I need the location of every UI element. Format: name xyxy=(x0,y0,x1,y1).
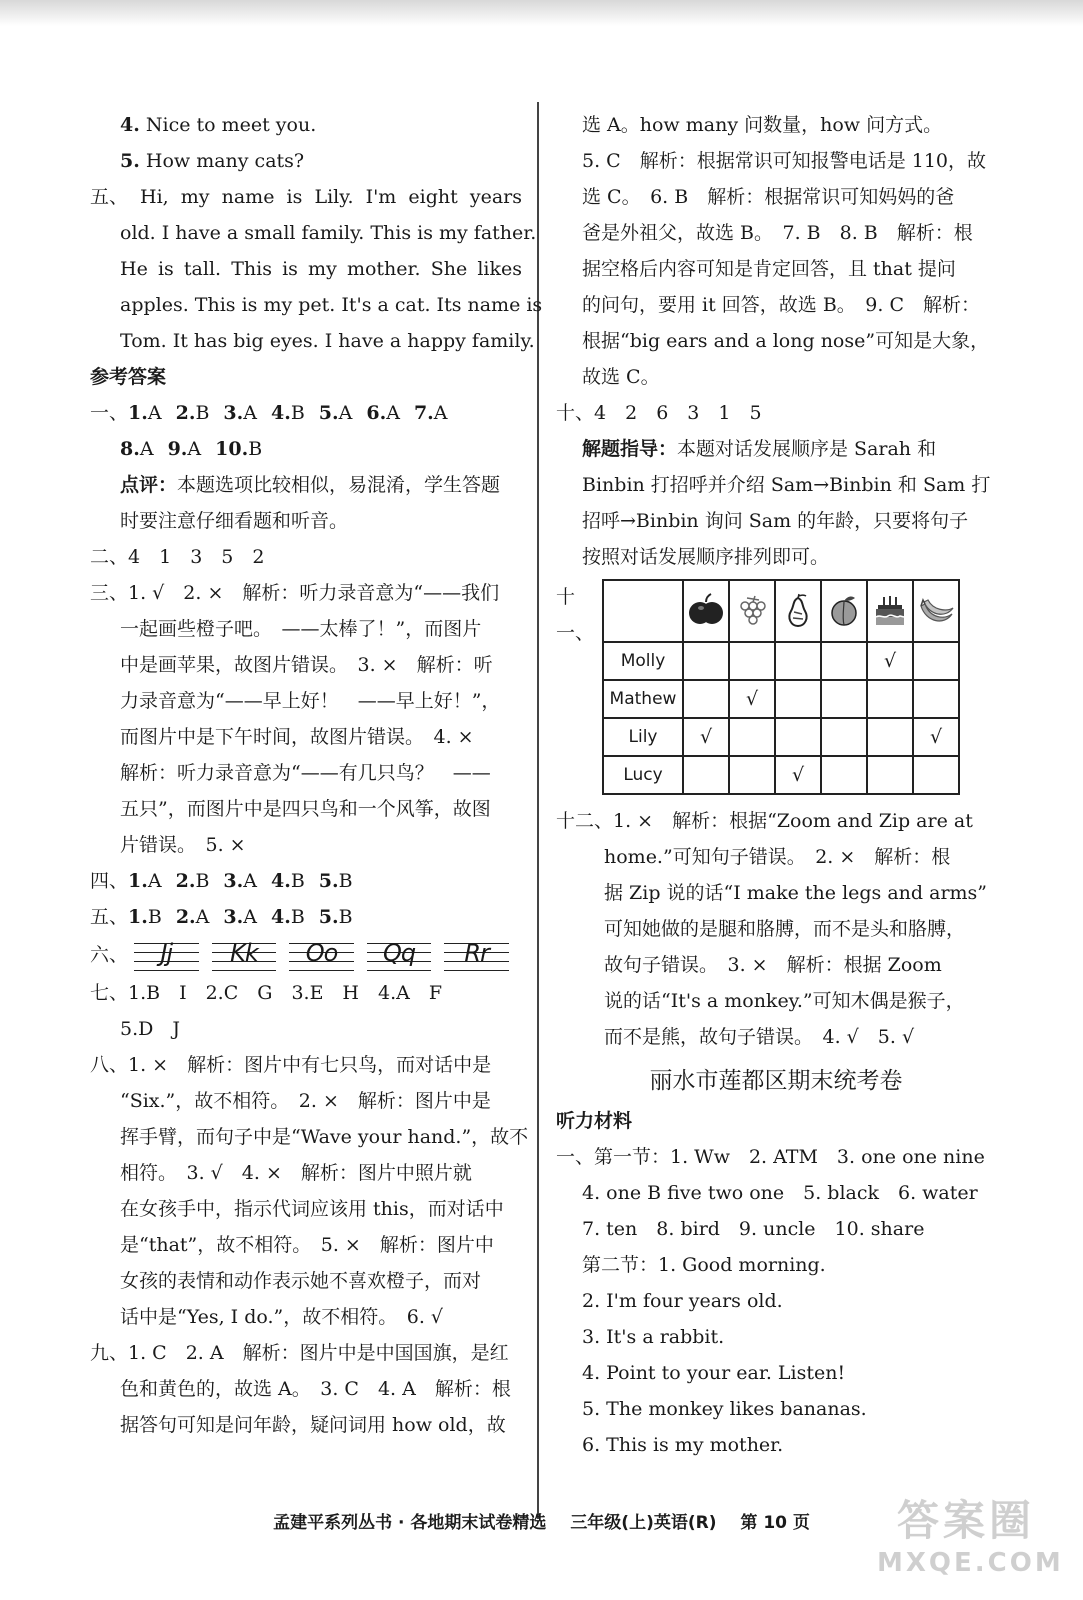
ans12-line: home.”可知句子错误。 2. × 解析：根 xyxy=(604,846,951,868)
ans6-letters-row: 六、 Jj Kk Oo Qq Rr xyxy=(90,935,522,975)
handwriting-box: Jj xyxy=(134,938,199,972)
row-name: Lily xyxy=(603,718,683,756)
ans7-line-2: 5.D J xyxy=(120,1018,180,1040)
watermark-bottom-text: MXQE.COM xyxy=(877,1548,1064,1578)
ans8-line: 八、1. × 解析：图片中有七只鸟，而对话中是 xyxy=(90,1054,492,1076)
ans9-cont-line: 选 A。how many 问数量，how 问方式。 xyxy=(582,114,943,136)
table-cell: √ xyxy=(775,756,821,794)
ans9-cont-line: 据空格后内容可知是肯定回答，且 that 提问 xyxy=(582,258,956,280)
listen1-line: 7. ten 8. bird 9. uncle 10. share xyxy=(582,1218,925,1240)
listen2-line: 2. I'm four years old. xyxy=(582,1290,783,1312)
ans3-line: 一起画些橙子吧。 ——太棒了！”，而图片 xyxy=(120,618,482,640)
ans12-line: 说的话“It's a monkey.”可知木偶是猴子， xyxy=(604,990,965,1012)
ans7-line-1: 七、1.B I 2.C G 3.E H 4.A F xyxy=(90,982,443,1004)
table-cell xyxy=(867,680,913,718)
table-cell xyxy=(775,718,821,756)
handwriting-box: Qq xyxy=(367,938,432,972)
ans11-block xyxy=(556,579,996,795)
listen2-line: 4. Point to your ear. Listen! xyxy=(582,1362,846,1384)
watermark-logo xyxy=(877,1488,1064,1588)
banana-icon xyxy=(916,592,956,630)
listen2-line: 5. The monkey likes bananas. xyxy=(582,1398,867,1420)
ans10-guide-line: Binbin 打招呼并介绍 Sam→Binbin 和 Sam 打 xyxy=(582,474,991,496)
table-cell: √ xyxy=(913,718,959,756)
ans10-guide-line: 解题指导：本题对话发展顺序是 Sarah 和 xyxy=(582,438,937,460)
ans10-line: 十、4 2 6 3 1 5 xyxy=(556,402,762,424)
ans12-line: 故句子错误。 3. × 解析：根据 Zoom xyxy=(604,954,942,976)
ans9-cont-line: 5. C 解析：根据常识可知报警电话是 110，故 xyxy=(582,150,987,172)
ans3-line: 解析：听力录音意为“——有几只鸟？ —— xyxy=(120,762,491,784)
table-cell xyxy=(683,680,729,718)
ans3-line: 三、1. √ 2. × 解析：听力录音意为“——我们 xyxy=(90,582,500,604)
listen1-line: 一、第一节：1. Ww 2. ATM 3. one one nine xyxy=(556,1146,985,1168)
handwriting-box: Oo xyxy=(289,938,354,972)
table-cell xyxy=(775,680,821,718)
table-cell: √ xyxy=(683,718,729,756)
table-cell xyxy=(867,756,913,794)
table-row xyxy=(603,756,959,794)
answers-title: 参考答案 xyxy=(90,366,167,388)
table-row xyxy=(603,680,959,718)
exam-title: 丽水市莲都区期末统考卷 xyxy=(649,1068,903,1094)
table-corner-cell xyxy=(603,580,683,642)
page-top-shadow xyxy=(0,0,1083,26)
q5-line-3: He is tall. This is my mother. She likes xyxy=(120,258,522,280)
ans12-line: 据 Zip 说的话“I make the legs and arms” xyxy=(604,882,988,904)
q5-line-5: Tom. It has big eyes. I have a happy family. xyxy=(120,330,535,352)
right-column xyxy=(556,107,996,1463)
ans12-line: 而不是熊，故句子错误。 4. √ 5. √ xyxy=(604,1026,915,1048)
ans3-line: 力录音意为“——早上好！ ——早上好！”， xyxy=(120,690,501,712)
ans12-line: 可知她做的是腿和胳膊，而不是头和胳膊， xyxy=(604,918,966,940)
ans3-line: 而图片中是下午时间，故图片错误。 4. × xyxy=(120,726,474,748)
ans11-prefix: 十一、 xyxy=(556,586,595,644)
ans10-guide-line: 按照对话发展顺序排列即可。 xyxy=(582,546,830,568)
listen2-line: 6. This is my mother. xyxy=(582,1434,784,1456)
ans8-line: 是“that”，故不相符。 5. × 解析：图片中 xyxy=(120,1234,494,1256)
ans1-comment-line-1: 点评：本题选项比较相似，易混淆，学生答题 xyxy=(120,474,501,496)
listen2-line: 第二节：1. Good morning. xyxy=(582,1254,826,1276)
listening-title: 听力材料 xyxy=(556,1110,633,1132)
column-header xyxy=(821,580,867,642)
column-header xyxy=(913,580,959,642)
ans8-line: 挥手臂，而句子中是“Wave your hand.”，故不 xyxy=(120,1126,529,1148)
ans9-cont-line: 爸是外祖父，故选 B。 7. B 8. B 解析：根 xyxy=(582,222,973,244)
table-cell xyxy=(867,718,913,756)
row-name: Molly xyxy=(603,642,683,680)
footer-page-number: 第 10 页 xyxy=(740,1513,810,1533)
ans9-line: 九、1. C 2. A 解析：图片中是中国国旗，是红 xyxy=(90,1342,509,1364)
table-cell xyxy=(913,680,959,718)
column-header xyxy=(729,580,775,642)
ans8-line: “Six.”，故不相符。 2. × 解析：图片中是 xyxy=(120,1090,491,1112)
listen2-line: 3. It's a rabbit. xyxy=(582,1326,725,1348)
column-header xyxy=(775,580,821,642)
table-cell: √ xyxy=(867,642,913,680)
table-cell xyxy=(821,756,867,794)
table-header-row xyxy=(603,580,959,642)
ans8-line: 相符。 3. √ 4. × 解析：图片中照片就 xyxy=(120,1162,472,1184)
ans8-line: 话中是“Yes, I do.”，故不相符。 6. √ xyxy=(120,1306,444,1328)
column-header xyxy=(867,580,913,642)
ans9-line: 据答句可知是问年龄，疑问词用 how old，故 xyxy=(120,1414,506,1436)
table-cell: √ xyxy=(729,680,775,718)
ans12-line: 十二、1. × 解析：根据“Zoom and Zip are at xyxy=(556,810,973,832)
left-column xyxy=(90,107,543,1443)
apple-icon xyxy=(687,592,725,630)
ans1-comment-line-2: 时要注意仔细看题和听音。 xyxy=(120,510,349,532)
preference-table xyxy=(602,579,960,795)
table-cell xyxy=(913,756,959,794)
ans9-line: 色和黄色的，故选 A。 3. C 4. A 解析：根 xyxy=(120,1378,511,1400)
ans8-line: 在女孩手中，指示代词应该用 this，而对话中 xyxy=(120,1198,504,1220)
table-cell xyxy=(729,642,775,680)
footer-grade: 三年级(上)英语(R) xyxy=(570,1513,717,1533)
table-cell xyxy=(729,718,775,756)
ans1-line-1: 一、1.A 2.B 3.A 4.B 5.A 6.A 7.A xyxy=(90,402,448,424)
pear-icon xyxy=(779,592,817,630)
ans9-cont-line: 的问句，要用 it 回答，故选 B。 9. C 解析： xyxy=(582,294,980,316)
row-name: Mathew xyxy=(603,680,683,718)
row-name: Lucy xyxy=(603,756,683,794)
q5-line-4: apples. This is my pet. It's a cat. Its name is xyxy=(120,294,543,316)
footer-series: 孟建平系列丛书 · 各地期末试卷精选 xyxy=(273,1513,547,1533)
watermark-top-text: 答案圈 xyxy=(896,1496,1035,1545)
handwriting-box: Kk xyxy=(212,938,277,972)
ans9-cont-line: 故选 C。 xyxy=(582,366,660,388)
handwriting-box: Rr xyxy=(444,938,509,972)
table-cell xyxy=(729,756,775,794)
ans3-line: 中是画苹果，故图片错误。 3. × 解析：听 xyxy=(120,654,493,676)
q5-line-2: old. I have a small family. This is my father. xyxy=(120,222,537,244)
q4-line-2: 5. How many cats? xyxy=(120,150,305,172)
table-cell xyxy=(821,642,867,680)
ans2-line: 二、4 1 3 5 2 xyxy=(90,546,265,568)
table-row xyxy=(603,642,959,680)
ans9-cont-line: 根据“big ears and a long nose”可知是大象， xyxy=(582,330,990,352)
ans3-line: 五只”，而图片中是四只鸟和一个风筝，故图 xyxy=(120,798,491,820)
ans8-line: 女孩的表情和动作表示她不喜欢橙子，而对 xyxy=(120,1270,482,1292)
ans3-line: 片错误。 5. × xyxy=(120,834,246,856)
q4-line-1: 4. Nice to meet you. xyxy=(120,114,317,136)
table-cell xyxy=(775,642,821,680)
cake-icon xyxy=(870,592,910,630)
q5-marker: 五、 xyxy=(90,186,129,208)
table-cell xyxy=(913,642,959,680)
ans9-cont-line: 选 C。 6. B 解析：根据常识可知妈妈的爸 xyxy=(582,186,955,208)
listen1-line: 4. one B five two one 5. black 6. water xyxy=(582,1182,978,1204)
peach-icon xyxy=(825,592,863,630)
q5-line-1: 五、 Hi, my name is Lily. I'm eight years xyxy=(90,179,522,215)
table-cell xyxy=(683,642,729,680)
ans4-line: 四、1.A 2.B 3.A 4.B 5.B xyxy=(90,870,353,892)
ans5-line: 五、1.B 2.A 3.A 4.B 5.B xyxy=(90,906,353,928)
table-cell xyxy=(683,756,729,794)
table-cell xyxy=(821,680,867,718)
ans10-guide-line: 招呼→Binbin 询问 Sam 的年龄，只要将句子 xyxy=(582,510,969,532)
column-header xyxy=(683,580,729,642)
table-row xyxy=(603,718,959,756)
ans1-line-2: 8.A 9.A 10.B xyxy=(120,438,263,460)
grapes-icon xyxy=(733,592,771,630)
table-cell xyxy=(821,718,867,756)
